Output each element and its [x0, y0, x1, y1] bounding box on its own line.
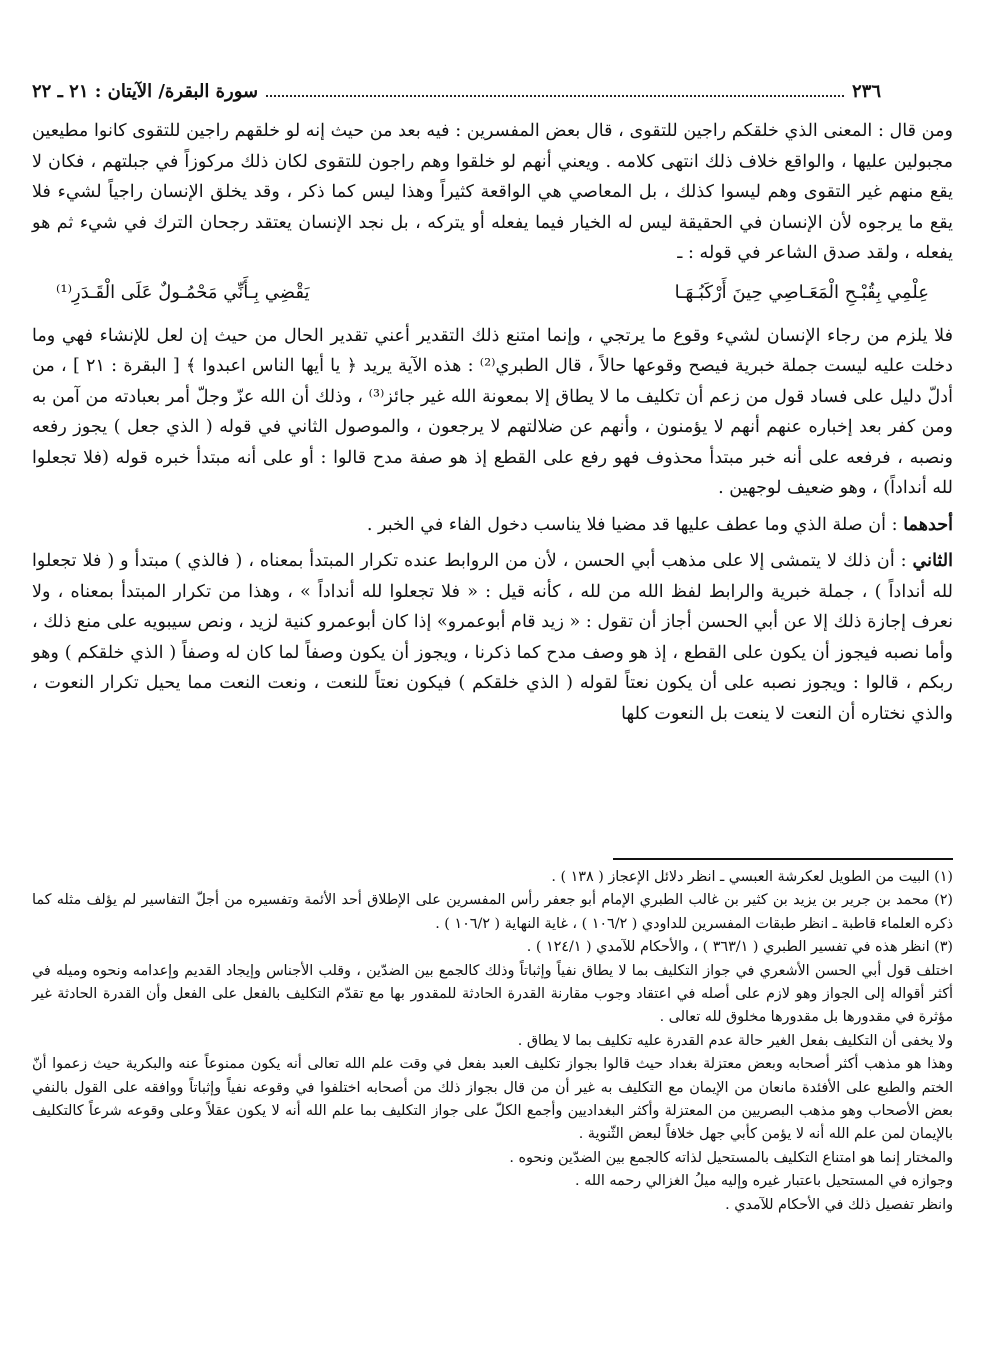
poetry-verse — [56, 277, 929, 309]
main-text — [32, 116, 953, 729]
second-reason-text: : أن ذلك لا يتمشى إلا على مذهب أبي الحسن ، لأن من الروابط عنده تكرار المبتدأ بمعناه ، ( فالذي ) مبتدأ و ( فلا تجعلوا لله أنداداً ) ، جملة خبرية والرابط لفظ الله من لله ، كأنه قيل : « فلا تجعلوا لله أنداداً » ، وهذا من تكرار المبتدأ بمعناه ، ولا نعرف إجازة ذلك إلا عن أبي الحسن أجاز أن تقول : « زيد قام أبوعمرو» إذا كان أبوعمرو كنية لزيد ، ونص سيبويه على منع ذلك ، وأما نصبه فيجوز أن يكون على القطع ، إذ هو وصف مدح كما ذكرنا ، ويجوز أن يكون وصفاً لما كان له وصفاً ( الذي خلقكم ) وهو ربكم ، قالوا : ويجوز نصبه على أن يكون نعتاً لقوله ( الذي خلقكم ) فيكون نعتاً للنعت ، ونعت النعت مما يحيل تكرار النعوت ، والذي نختاره أن النعت لا ينعت بل النعوت كلها — [32, 551, 953, 724]
header-dot-leader — [266, 85, 844, 97]
footnote-1: (١) البيت من الطويل لعكرشة العبسي ـ انظر دلائل الإعجاز ( ١٣٨ ) . — [551, 869, 953, 885]
paragraph-2: فلا يلزم من رجاء الإنسان لشيء وقوع ما يرتجي ، وإنما امتنع ذلك التقدير أعني تقدير الحال من حيث إن لعل للإنشاء فهي وما دخلت عليه ليست جملة خبرية فيصح وقوعها حالاً ، قال الطبري⁽²⁾ : هذه الآية يريد ﴿ يا أيها الناس اعبدوا ﴾ [ البقرة : ٢١ ] ، من أدلّ دليل على فساد قول من زعم أن تكليف ما لا يطاق إلا بمعونة الله غير جائز⁽³⁾ ، وذلك أن الله عزّ وجلّ أمر بعبادته من آمن به ومن كفر بعد إخباره عنهم أنهم لا يؤمنون ، وأنهم عن ضلالتهم لا يرجعون ، والموصول الثاني في قوله ( الذي جعل ) يجوز رفعه ونصبه ، فرفعه على أنه خبر مبتدأ محذوف فهو رفع على القطع إذ هو صفة مدح قالوا : أو على أنه مبتدأ خبره قوله (فلا تجعلوا لله أنداداً) ، وهو ضعيف لوجهين . — [32, 325, 953, 498]
first-reason-label: أحدهما — [903, 513, 953, 535]
footnote-2: (٢) محمد بن جرير بن يزيد بن كثير بن غالب الطبري الإمام أبو جعفر رأس المفسرين على الإطلاق أحد الأئمة وتفسيره من أجلّ التفاسير لم يؤلف مثله كما ذكره العلماء قاطبة ـ انظر طبقات المفسرين للداودي ( ١٠٦/٢ ) ، غاية النهاية ( ١٠٦/٢ ) . — [32, 892, 953, 932]
paragraph-first-reason — [32, 510, 953, 541]
running-header — [32, 74, 881, 108]
footnote-3-line: وجوازه في المستحيل باعتبار غيره وإليه ميلُ الغزالي رحمه الله . — [575, 1173, 953, 1190]
footnotes — [32, 866, 953, 1217]
footnote-3: (٣) انظر هذه في تفسير الطبري ( ٣٦٣/١ ) ، والأحكام للآمدي ( ١٢٤/١ ) . — [526, 939, 953, 956]
first-reason-text: : أن صلة الذي وما عطف عليها قد مضيا فلا يناسب دخول الفاء في الخبر . — [366, 514, 904, 535]
paragraph-second-reason — [32, 546, 953, 729]
page-number: ٢٣٦ — [851, 80, 881, 102]
footnote-separator — [613, 858, 953, 860]
paragraph-1: ومن قال : المعنى الذي خلقكم راجين للتقوى ، قال بعض المفسرين : فيه بعد من حيث إنه لو خلقهم راجين للتقوى كانوا مطيعين مجبولين عليها ، والواقع خلاف ذلك انتهى كلامه . ويعني أنهم لو خلقوا وهم راجون للتقوى لكان ذلك مركوزاً في جبلتهم ، فكان لا يقع منهم غير التقوى وهم ليسوا كذلك ، بل المعاصي هي الواقعة كثيراً وهذا ليس كما ذكر ، وقد يخلق الإنسان راجياً لشيء فلا يقع ما يرجوه لأن الإنسان في الحقيقة ليس له الخيار فيما يفعله أو يتركه ، بل نجد الإنسان يعتقد رجحان الترك في شيء ثم هو يفعله ، ولقد صدق الشاعر في قوله : ـ — [32, 121, 953, 263]
second-reason-label: الثاني — [912, 550, 953, 571]
footnote-3-line: ولا يخفى أن التكليف بفعل الغير حالة عدم القدرة عليه تكليف بما لا يطاق . — [517, 1032, 953, 1049]
header-title: سورة البقرة/ الآيتان : ٢١ ـ ٢٢ — [32, 80, 259, 102]
footnote-3-line: وهذا هو مذهب أكثر أصحابه وبعض معتزلة بغداد حيث قالوا بجواز تكليف العبد بفعل في وقت علم الله تعالى أنه يكون ممنوعاً عنه والبكرية حيث زعموا أنّ الختم والطبع على الأفئدة مانعان من الإيمان مع التكليف به غير أن من قال بجواز ذلك من أصحابه اختلفوا في وقوعه نفياً وإثباتاً ووافقه على القول بالنفي بعض الأصحاب وهو مذهب البصريين من المعتزلة وأكثر البغداديين وأجمع الكلّ على جواز التكليف بما علم الله أنه لا يكون عقلاً وعلى وقوعه شرعاً كالتكليف بالإيمان لمن علم الله أنه لا يؤمن كأبي جهل خلافاً لبعض الثّنوية . — [32, 1056, 953, 1143]
verse-second-hemistich: يَقْضِي بِـأَنِّي مَحْمُـولٌ عَلَى الْقَـدَرِ⁽¹⁾ — [56, 281, 310, 303]
footnote-3-line: وانظر تفصيل ذلك في الأحكام للآمدي . — [725, 1196, 953, 1213]
verse-first-hemistich: عِلْمِي بِقُبْـحِ الْمَعَـاصِي حِينَ أَرْكَبُـهَـا — [674, 281, 929, 303]
footnote-3-line: والمختار إنما هو امتناع التكليف بالمستحيل لذاته كالجمع بين الضدّين ونحوه . — [509, 1149, 953, 1166]
footnote-3-line: اختلف قول أبي الحسن الأشعري في جواز التكليف بما لا يطاق نفياً وإثباتاً وذلك كالجمع بين الضدّين ، وقلب الأجناس وإيجاد القديم وإعدامه ونحوه وميله في أكثر أقواله إلى الجواز وهو لازم على أصله في اعتقاد وجوب مقارنة القدرة الحادثة للمقدور بها مع تقدّم التكليف بالفعل على الفعل وأن القدرة الحادثة غير مؤثرة في مقدورها بل مقدورها مخلوق لله تعالى . — [32, 962, 953, 1026]
